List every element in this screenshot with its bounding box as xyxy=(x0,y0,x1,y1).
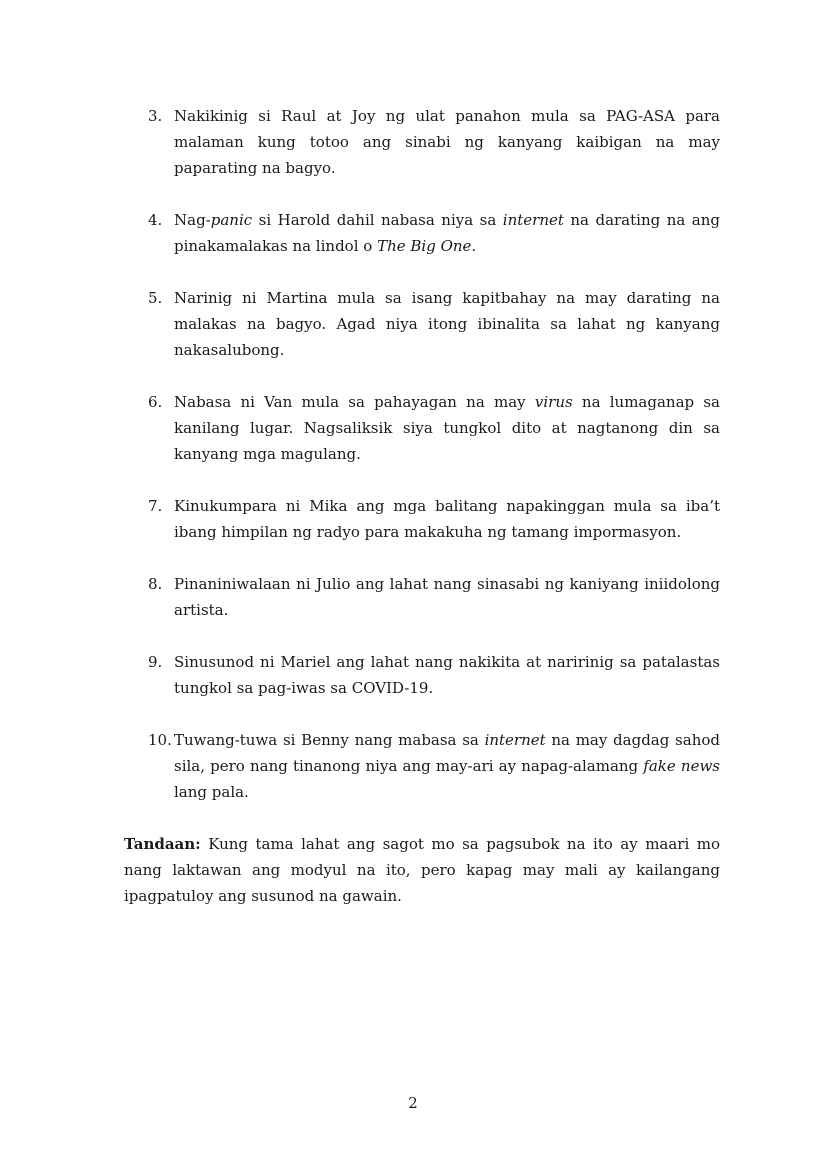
list-item xyxy=(148,649,720,701)
italic-text-run: panic xyxy=(210,211,253,229)
list-item-number: 10. xyxy=(148,731,172,749)
italic-text-run: internet xyxy=(502,211,564,229)
list-item xyxy=(148,727,720,805)
list-item-number: 8. xyxy=(148,575,163,593)
list-item-number: 7. xyxy=(148,497,163,515)
page-content xyxy=(124,103,720,909)
list-item xyxy=(148,389,720,467)
list-item-number: 5. xyxy=(148,289,163,307)
italic-text-run: The Big One xyxy=(377,237,472,255)
list-item-number: 6. xyxy=(148,393,163,411)
italic-text-run: fake news xyxy=(643,757,720,775)
list-item-number: 9. xyxy=(148,653,163,671)
text-run: Nabasa ni Van mula sa pahayagan na may xyxy=(174,393,535,411)
note-label: Tandaan: xyxy=(124,835,201,853)
text-run: Nag- xyxy=(174,211,211,229)
text-run: na darating na ang pinakamalakas na lindol o xyxy=(174,211,720,255)
list-item xyxy=(148,285,720,363)
list-item xyxy=(148,207,720,259)
list-item-text xyxy=(174,389,720,467)
text-run: Nakikinig si Raul at Joy ng ulat panahon mula sa PAG-ASA para malaman kung totoo ang sinabi ng kanyang kaibigan na may paparating na bagyo. xyxy=(174,107,720,177)
text-run: na lumaganap sa kanilang lugar. Nagsaliksik siya tungkol dito at nagtanong din sa kanyang mga magulang. xyxy=(174,393,720,463)
text-run: na may dagdag sahod sila, pero nang tinanong niya ang may-ari ay napag-alamang xyxy=(174,731,720,775)
list-item-text xyxy=(174,727,720,805)
text-run: . xyxy=(471,237,477,255)
italic-text-run: virus xyxy=(534,393,573,411)
text-run: Sinusunod ni Mariel ang lahat nang nakikita at naririnig sa patalastas tungkol sa pag-iwas sa COVID-19. xyxy=(174,653,720,697)
list-item-text xyxy=(174,649,720,701)
text-run: Pinaniniwalaan ni Julio ang lahat nang sinasabi ng kaniyang iniidolong artista. xyxy=(174,575,720,619)
text-run: Tuwang-tuwa si Benny nang mabasa sa xyxy=(174,731,485,749)
list-item xyxy=(148,103,720,181)
text-run: si Harold dahil nabasa niya sa xyxy=(252,211,503,229)
italic-text-run: internet xyxy=(484,731,546,749)
list-item-text xyxy=(174,285,720,363)
list-item xyxy=(148,571,720,623)
list-item-number: 3. xyxy=(148,107,163,125)
list-item-number: 4. xyxy=(148,211,163,229)
list-item-text xyxy=(174,493,720,545)
page-number: 2 xyxy=(408,1094,418,1112)
list-item-text xyxy=(174,103,720,181)
text-run: Kinukumpara ni Mika ang mga balitang napakinggan mula sa iba’t ibang himpilan ng radyo para makakuha ng tamang impormasyon. xyxy=(174,497,720,541)
note-text: Kung tama lahat ang sagot mo sa pagsubok na ito ay maari mo nang laktawan ang modyul na ito, pero kapag may mali ay kailangang ipagpatuloy ang susunod na gawain. xyxy=(124,835,720,905)
note-paragraph xyxy=(124,831,720,909)
numbered-list xyxy=(124,103,720,805)
text-run: lang pala. xyxy=(174,783,249,801)
text-run: Narinig ni Martina mula sa isang kapitbahay na may darating na malakas na bagyo. Agad niya itong ibinalita sa lahat ng kanyang nakasalubong. xyxy=(174,289,720,359)
list-item-text xyxy=(174,207,720,259)
list-item xyxy=(148,493,720,545)
list-item-text xyxy=(174,571,720,623)
